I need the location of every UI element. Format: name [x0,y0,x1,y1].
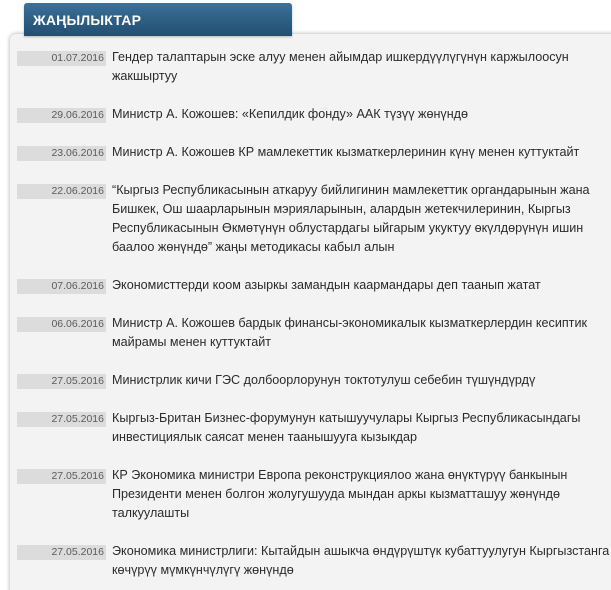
news-date: 06.06.2016 [17,317,106,332]
news-date: 27.05.2016 [17,545,106,560]
news-date: 27.05.2016 [17,374,106,389]
news-date: 29.06.2016 [17,108,106,123]
news-item [10,181,611,257]
news-title-link[interactable]: Экономисттерди коом азыркы замандын каармандары деп таанып жатат [112,278,541,292]
news-date: 22.06.2016 [17,184,106,199]
news-title-link[interactable]: Министр А. Кожошев КР мамлекеттик кызматкерлеринин күнү менен куттуктайт [112,145,580,159]
news-title-link[interactable]: Министр А. Кожошев бардык финансы-экономикалык кызматкерлердин кесиптик майрамы менен куттуктайт [112,316,587,349]
news-date: 27.05.2016 [17,469,106,484]
news-item [10,371,611,390]
news-title-link[interactable]: Гендер талаптарын эске алуу менен айымдар ишкердүүлүгүнүн каржылоосун жакшыртуу [112,50,569,83]
news-title-link[interactable]: “Кыргыз Республикасынын аткаруу бийлигинин мамлекеттик органдарынын жана Бишкек, Ош шаарларынын мэрияларынын, алардын жетекчилеринин, Кыргыз Республикасынын Өкмөтүнүн облустардагы ыйгарым укуктуу өкүлдөрүнүн ишин баалоо жөнүндө” жаңы методикасы кабыл алын [112,183,590,254]
section-header-tab [24,3,292,36]
news-panel [10,34,611,590]
news-title-link[interactable]: Экономика министрлиги: Кытайдын ашыкча өндүрүштүк кубаттуулугун Кыргызстанга көчүрүү мүмкүнчүлүгү жөнүндө [112,544,610,577]
news-item [10,314,611,352]
news-item [10,542,611,580]
news-date: 07.06.2016 [17,279,106,294]
news-item [10,48,611,86]
news-item [10,466,611,523]
news-item [10,143,611,162]
news-date: 23.06.2016 [17,146,106,161]
news-title-link[interactable]: Кыргыз-Британ Бизнес-форумунун катышуучулары Кыргыз Республикасындагы инвестициялык саясат менен таанышууга кызыкдар [112,411,581,444]
news-date: 27.05.2016 [17,412,106,427]
news-title-link[interactable]: Министрлик кичи ГЭС долбоорлорунун токтотулуш себебин түшүндүрдү [112,373,536,387]
news-item [10,105,611,124]
news-title-link[interactable]: Министр А. Кожошев: «Кепилдик фонду» ААК түзүү жөнүндө [112,107,469,121]
news-title-link[interactable]: КР Экономика министри Европа реконструкциялоо жана өнүктүрүү банкынын Президенти менен болгон жолугушууда мындан аркы кызматташуу жөнүндө талкуулашты [112,468,568,520]
news-item [10,276,611,295]
news-date: 01.07.2016 [17,51,106,66]
section-title: ЖАҢЫЛЫКТАР [33,12,142,28]
news-item [10,409,611,447]
news-list [10,48,611,590]
